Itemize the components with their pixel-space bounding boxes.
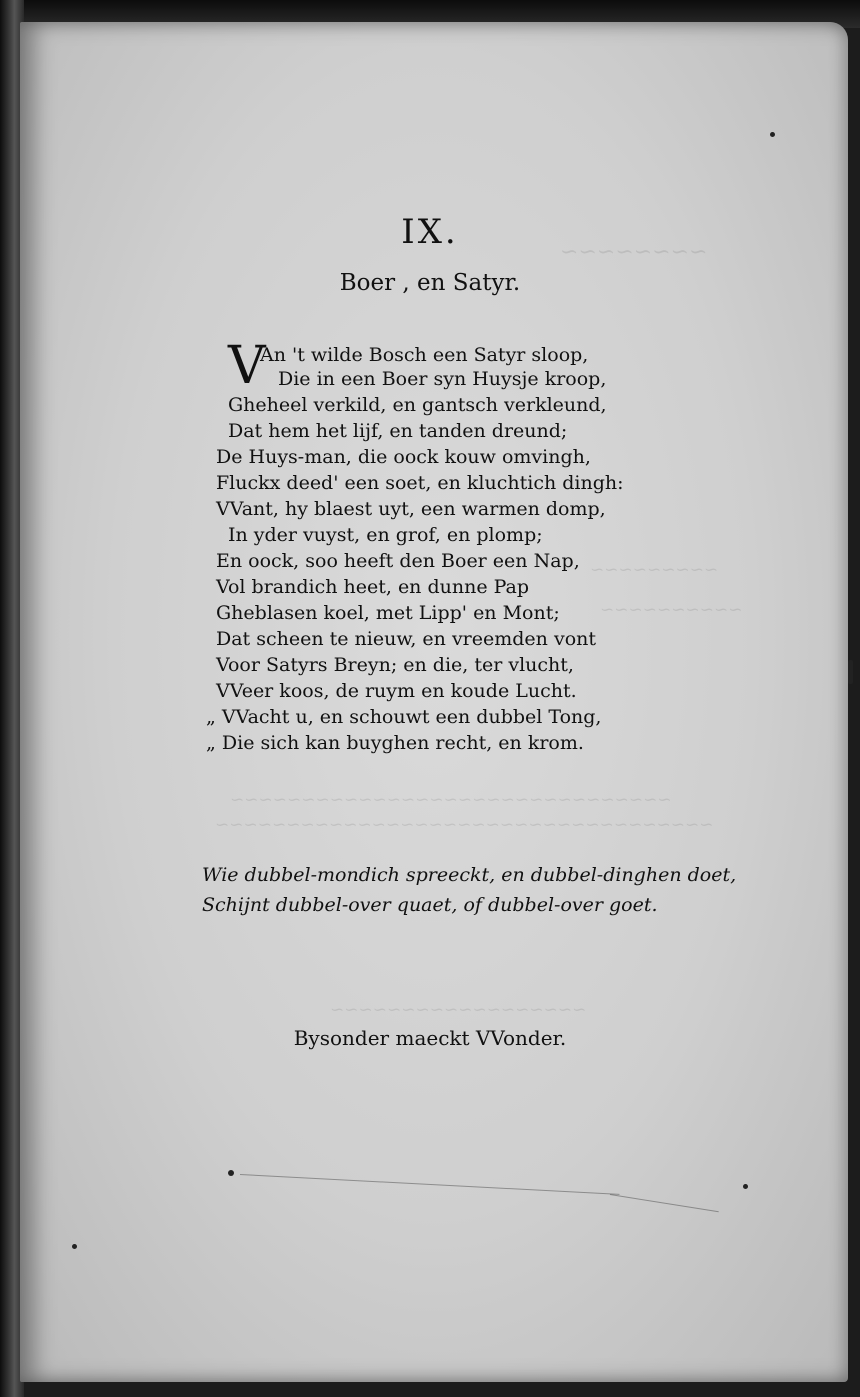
poem-line: VVeer koos, de ruym en koude Lucht. — [216, 680, 577, 702]
paper-speck — [743, 1184, 748, 1189]
bleed-through-mark: ~~~~~~~~~~~~~~~~~~ — [330, 1000, 587, 1020]
poem-line: Dat hem het lijf, en tanden dreund; — [228, 420, 568, 442]
paper-speck — [770, 132, 775, 137]
poem-line: Gheheel verkild, en gantsch verkleund, — [228, 394, 607, 416]
paper-speck — [228, 1170, 234, 1176]
bleed-through-mark: ~~~~~~~~~~ — [600, 600, 743, 620]
poem-line: Die in een Boer syn Huysje kroop, — [278, 368, 607, 390]
bleed-through-mark: ~~~~~~~~~~~~~~~~~~~~~~~~~~~~~~~ — [230, 790, 672, 810]
poem-line: Gheblasen koel, met Lipp' en Mont; — [216, 602, 560, 624]
poem-line: Voor Satyrs Breyn; en die, ter vlucht, — [216, 654, 574, 676]
motto: Bysonder maeckt VVonder. — [293, 1026, 567, 1050]
poem — [206, 336, 668, 780]
poem-line: An 't wilde Bosch een Satyr sloop, — [260, 344, 589, 366]
poem-line: In yder vuyst, en grof, en plomp; — [228, 524, 543, 546]
poem-line: VVant, hy blaest uyt, een warmen domp, — [216, 498, 606, 520]
poem-line: En oock, soo heeft den Boer een Nap, — [216, 550, 580, 572]
chapter-number: IX. — [401, 212, 459, 252]
paper-speck — [848, 660, 853, 684]
poem-line: „ Die sich kan buyghen recht, en krom. — [206, 732, 584, 754]
paper-speck — [72, 1244, 77, 1249]
poem-line: De Huys-man, die oock kouw omvingh, — [216, 446, 591, 468]
chapter-title: Boer , en Satyr. — [339, 270, 521, 296]
moral-line-2: Schijnt dubbel-over quaet, of dubbel-over goet. — [202, 894, 658, 916]
bleed-through-mark: ~~~~~~~~ — [560, 240, 708, 265]
poem-line: Vol brandich heet, en dunne Pap — [216, 576, 530, 598]
bleed-through-mark: ~~~~~~~~~ — [590, 560, 719, 580]
poem-line: „ VVacht u, en schouwt een dubbel Tong, — [206, 706, 602, 728]
moral-line-1: Wie dubbel-mondich spreeckt, en dubbel-dinghen doet, — [202, 864, 737, 886]
drop-cap: V — [228, 336, 266, 396]
bleed-through-mark: ~~~~~~~~~~~~~~~~~~~~~~~~~~~~~~~~~~~ — [215, 815, 714, 835]
poem-line: Dat scheen te nieuw, en vreemden vont — [216, 628, 596, 650]
poem-line: Fluckx deed' een soet, en kluchtich dingh: — [216, 472, 624, 494]
